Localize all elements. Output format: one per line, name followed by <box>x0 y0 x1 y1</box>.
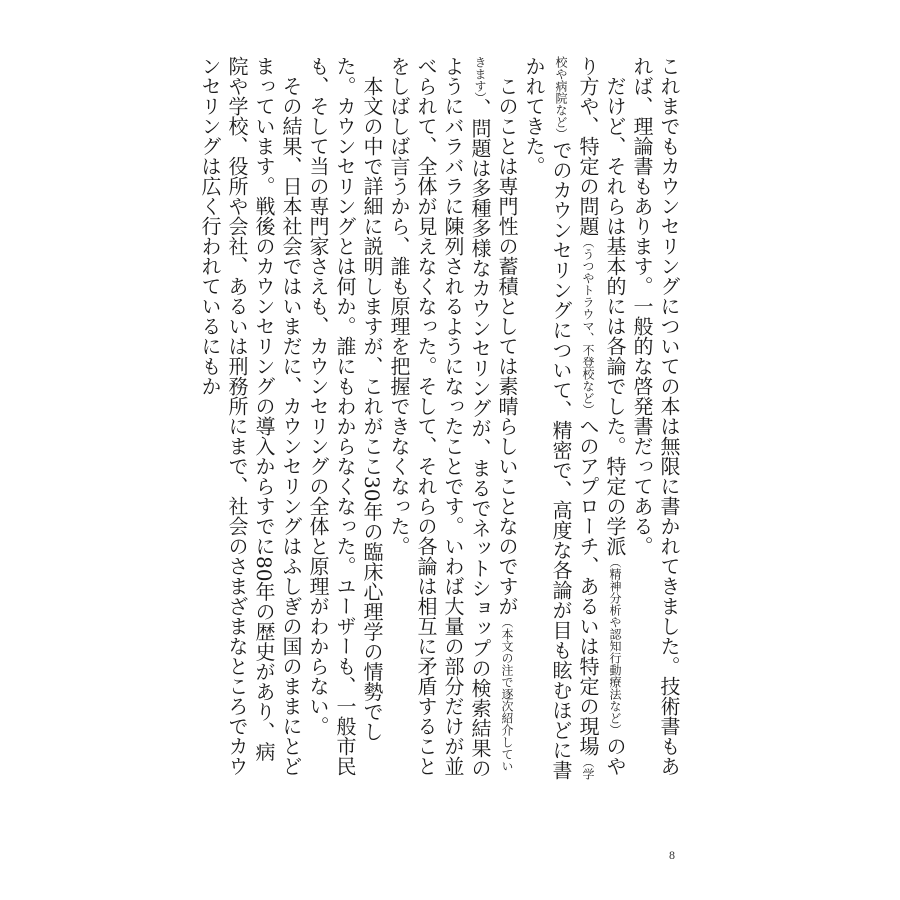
paragraph-1 <box>628 56 682 781</box>
paragraph-5 <box>196 56 304 781</box>
paragraph-text: 本文の中で詳細に説明しますが、これがここ30年の臨床心理学の情勢でした。カウンセリングとは何か。誰にもわからなくなった。ユーザーも、一般市民も、そして当の専門家さえも、カウンセリングの全体と原理がわからない。 <box>306 56 384 776</box>
paragraph-text: でのカウンセリングについて、精密で、高度な各論が目も眩むほどに書かれてきた。 <box>522 56 573 780</box>
paragraph-2 <box>520 56 628 781</box>
inline-note: （うつやトラウマ、不登校など） <box>581 236 595 416</box>
paragraph-text: これまでもカウンセリングについての本は無限に書かれてきました。技術書もあれば、理論書もあります。一般的な啓発書だってある。 <box>630 56 681 776</box>
inline-note: （本文の注で逐次紹介していきます） <box>473 56 514 772</box>
paragraph-text: 、問題は多種多様なカウンセリングが、まるでネットショップの検索結果のようにバラバラに陳列されるようになったことです。いわば大量の部分だけが並べられて、全体が見えなくなった。そして、それらの各論は相互に矛盾することをしばしば言うから、誰も原理を把握できなくなった。 <box>387 56 492 778</box>
paragraph-text: このことは専門性の蓄積としては素晴らしいことなのですが <box>495 76 519 616</box>
paragraph-4 <box>304 56 385 781</box>
page-number: 8 <box>669 848 675 862</box>
vertical-text-body <box>198 56 682 781</box>
paragraph-text: その結果、日本社会ではいまだに、カウンセリングはふしぎの国のままにとどまっています。戦後のカウンセリングの導入からすでに80年の歴史があり、病院や学校、役所や会社、あるいは刑務所にまで、社会のさまざまなところでカウンセリングは広く行われているにもか <box>198 56 303 776</box>
paragraph-text: へのアプローチ、あるいは特定の現場 <box>576 416 600 756</box>
inline-note: （学校や病院など） <box>554 56 595 780</box>
inline-note: （精神分析や認知行動療法など） <box>608 556 622 736</box>
paragraph-text: だけど、それらは基本的には各論でした。特定の学派 <box>603 76 627 556</box>
paragraph-3 <box>385 56 520 781</box>
paragraph-text: のやり方や、特定の問題 <box>576 56 627 776</box>
